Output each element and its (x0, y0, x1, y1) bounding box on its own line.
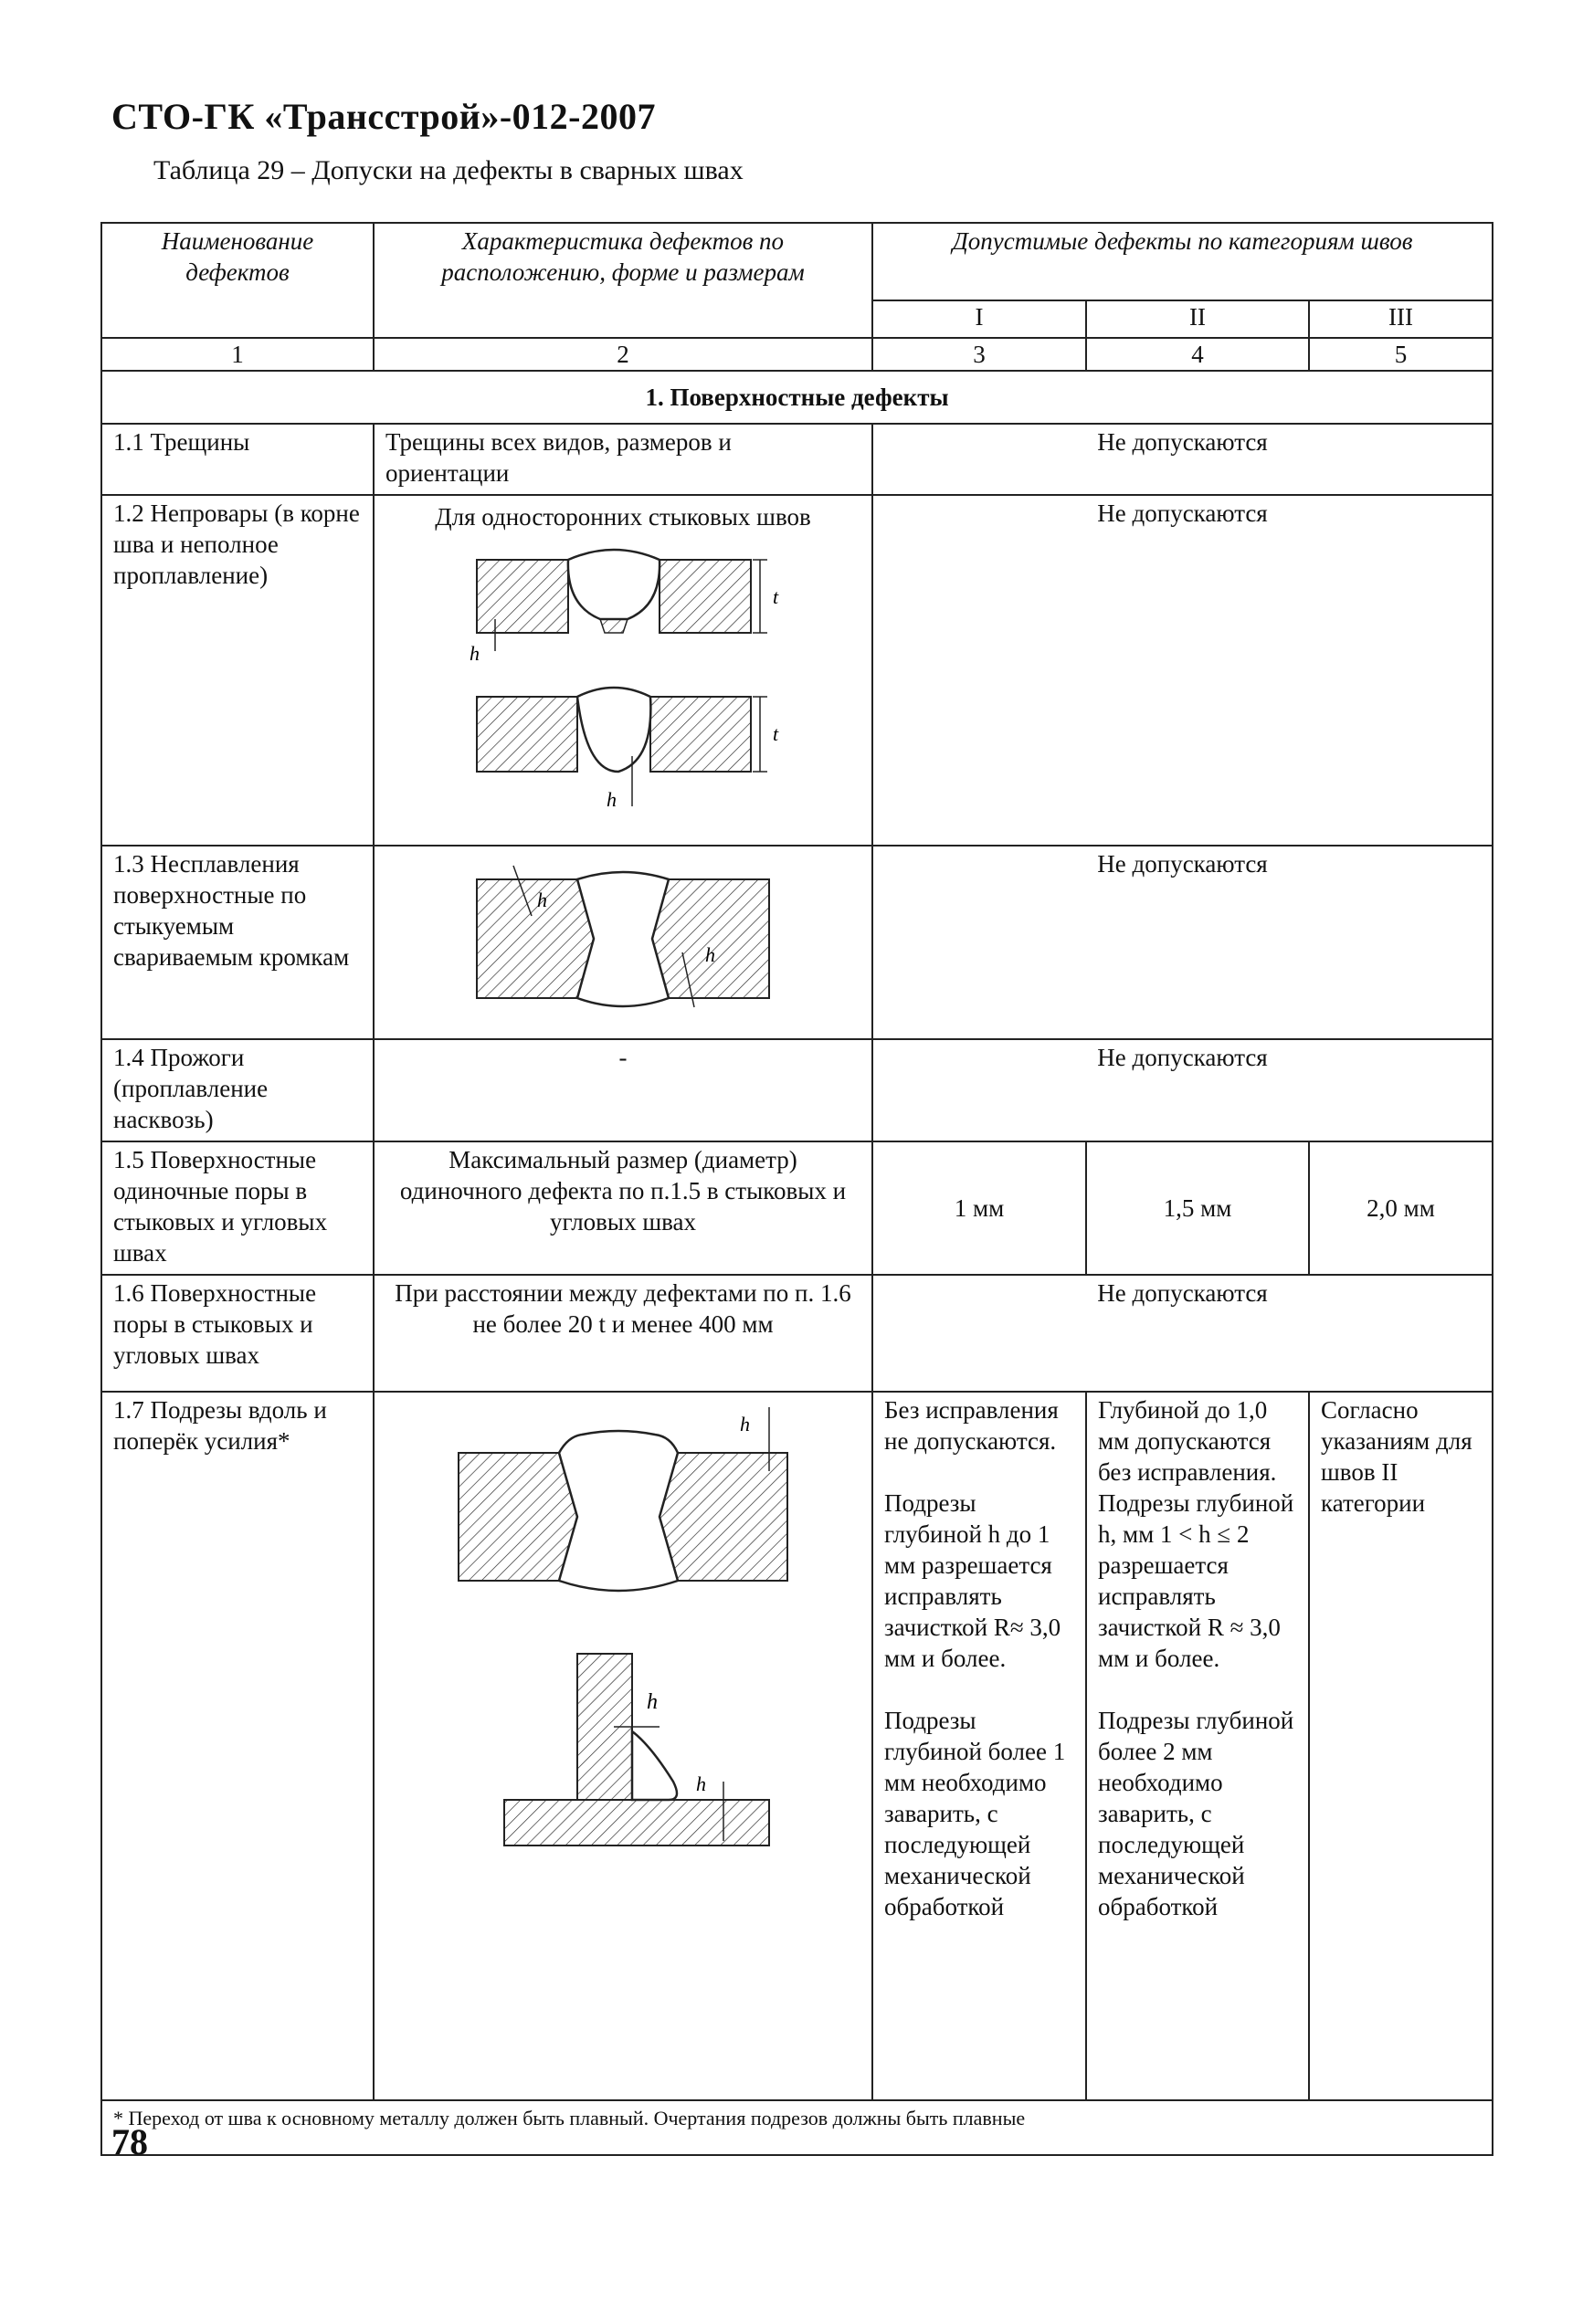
defect-characteristic: Максимальный размер (диаметр) одиночного дефекта по п.1.5 в стыковых и угловых швах (374, 1141, 872, 1275)
table-caption: Таблица 29 – Допуски на дефекты в сварных швах (153, 155, 744, 185)
col-number: 1 (101, 338, 374, 371)
allowed-status: Не допускаются (872, 1039, 1493, 1141)
table-row (101, 1141, 1493, 1275)
allowed-cat-3: 2,0 мм (1309, 1141, 1493, 1275)
thickness-label: t (773, 722, 779, 745)
col-number: 3 (872, 338, 1086, 371)
incomplete-fusion-diagram (449, 852, 797, 1025)
allowed-status: Не допускаются (872, 846, 1493, 1039)
header-cat-2: II (1086, 300, 1309, 338)
undercut-depth-label: h (740, 1413, 750, 1435)
defect-name: 1.3 Несплавления поверхностные по стыкуемым свариваемым кромкам (101, 846, 374, 1039)
footnote-row (101, 2100, 1493, 2155)
table-row (101, 495, 1493, 846)
defect-characteristic: Трещины всех видов, размеров и ориентации (374, 424, 872, 495)
undercut-depth-label: h (647, 1690, 658, 1714)
defect-name: 1.6 Поверхностные поры в стыковых и угловых швах (101, 1275, 374, 1392)
defect-characteristic: При расстоянии между дефектами по п. 1.6 не более 20 t и менее 400 мм (374, 1275, 872, 1392)
depth-label: h (705, 943, 715, 966)
allowed-cat-1 (872, 1392, 1086, 2100)
defect-characteristic-text: Для односторонних стыковых швов (435, 503, 811, 531)
table-row (101, 424, 1493, 495)
col-number: 4 (1086, 338, 1309, 371)
depth-label: h (607, 788, 617, 811)
col-number: 5 (1309, 338, 1493, 371)
allowed-status: Не допускаются (872, 424, 1493, 495)
allowed-cat-3: Согласно указаниям для швов II категории (1309, 1392, 1493, 2100)
page-number: 78 (111, 2121, 148, 2162)
defect-characteristic: - (374, 1039, 872, 1141)
table-row (101, 1392, 1493, 2100)
cat-1-note: Подрезы глубиной h до 1 мм разрешается исправлять зачисткой R≈ 3,0 мм и более. (884, 1489, 1061, 1672)
header-characteristic: Характеристика дефектов по расположению, форме и размерам (374, 223, 872, 338)
header-allowed-defects: Допустимые дефекты по категориям швов (872, 223, 1493, 300)
section-title: 1. Поверхностные дефекты (101, 371, 1493, 424)
allowed-status: Не допускаются (872, 1275, 1493, 1392)
undercut-diagram (431, 1398, 815, 1855)
undercut-depth-label: h (696, 1772, 706, 1795)
lack-of-penetration-diagram (449, 532, 797, 823)
defect-characteristic (374, 1392, 872, 2100)
defect-characteristic (374, 846, 872, 1039)
defect-name: 1.5 Поверхностные одиночные поры в стыковых и угловых швах (101, 1141, 374, 1275)
cat-1-note: Без исправления не допускаются. (884, 1396, 1059, 1455)
cat-2-note: Глубиной до 1,0 мм допускаются без исправления. (1098, 1396, 1277, 1486)
header-row (101, 223, 1493, 300)
defect-name: 1.4 Прожоги (проплавление насквозь) (101, 1039, 374, 1141)
cat-2-note: Подрезы глубиной более 2 мм необходимо заварить, с последующей механической обработкой (1098, 1707, 1294, 1920)
thickness-label: t (773, 585, 779, 608)
defect-name: 1.1 Трещины (101, 424, 374, 495)
defect-name: 1.2 Непровары (в корне шва и неполное проплавление) (101, 495, 374, 846)
table-row (101, 1275, 1493, 1392)
footnote: * Переход от шва к основному металлу должен быть плавный. Очертания подрезов должны быть плавные (101, 2100, 1493, 2155)
document-code: СТО-ГК «Трансстрой»-012-2007 (111, 96, 656, 137)
depth-label: h (537, 889, 547, 911)
cat-2-note: Подрезы глубиной h, мм 1 < h ≤ 2 разрешается исправлять зачисткой R ≈ 3,0 мм и более. (1098, 1489, 1294, 1672)
column-number-row (101, 338, 1493, 371)
cat-1-note: Подрезы глубиной более 1 мм необходимо заварить, с последующей механической обработкой (884, 1707, 1066, 1920)
defect-characteristic (374, 495, 872, 846)
table-row (101, 1039, 1493, 1141)
defect-name: 1.7 Подрезы вдоль и поперёк усилия* (101, 1392, 374, 2100)
col-number: 2 (374, 338, 872, 371)
allowed-cat-2 (1086, 1392, 1309, 2100)
allowed-cat-2: 1,5 мм (1086, 1141, 1309, 1275)
header-defect-name: Наименование дефектов (101, 223, 374, 338)
allowed-status: Не допускаются (872, 495, 1493, 846)
header-cat-1: I (872, 300, 1086, 338)
allowed-cat-1: 1 мм (872, 1141, 1086, 1275)
header-cat-3: III (1309, 300, 1493, 338)
defects-table (100, 222, 1493, 2156)
table-row (101, 846, 1493, 1039)
depth-label: h (470, 642, 480, 665)
